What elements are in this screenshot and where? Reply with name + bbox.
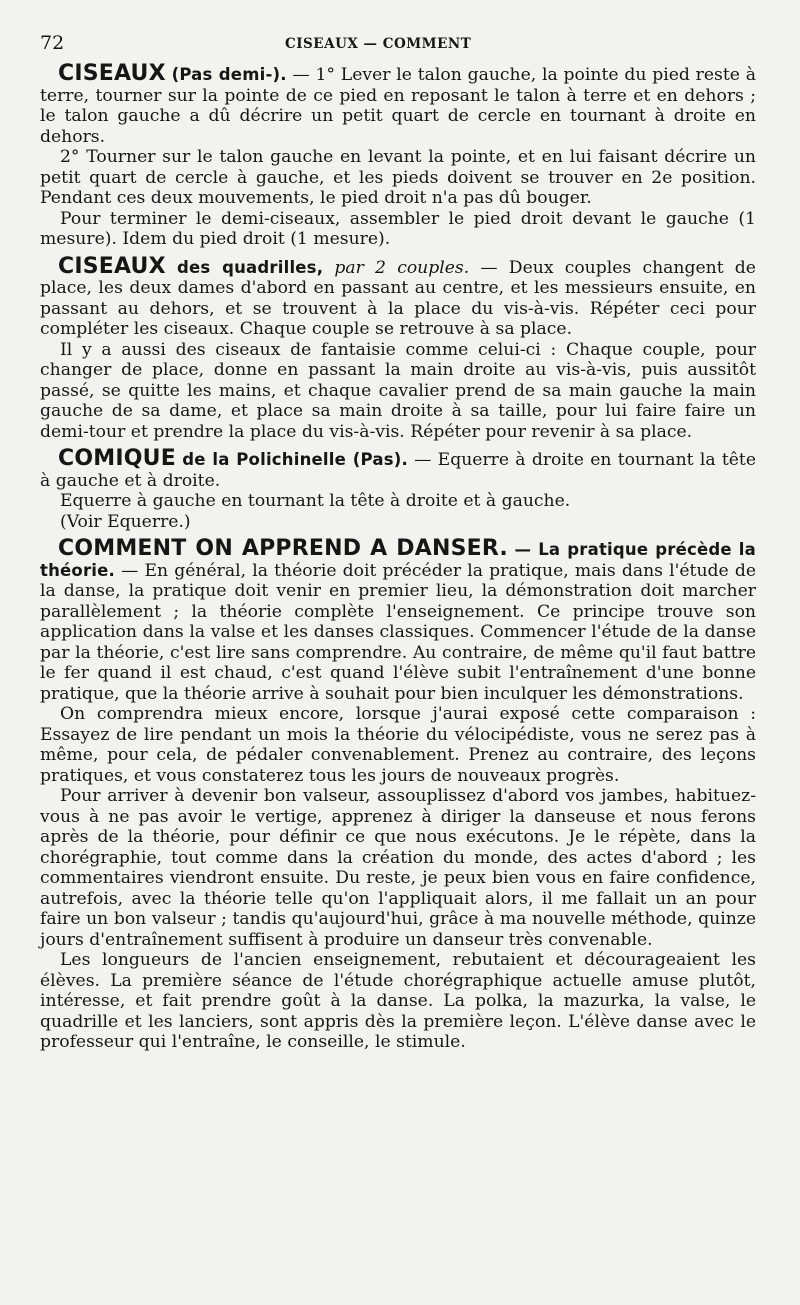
entry-paragraph: 2° Tourner sur le talon gauche en levant la pointe, et en lui faisant décrire un petit quart de cercle à gauche, et les pieds doivent se trouver en 2e position. Pendant ces deux mouvements, le pied droit n'a pas dû bouger. bbox=[40, 147, 756, 208]
entry-text: — En général, la théorie doit précéder la pratique, mais dans l'étude de la danse, la pratique doit venir en premier lieu, la démonstration doit marcher parallèlement ; la théorie complète l'enseignement. Ce principe trouve son application dans la valse et les danses classiques. Commencer l'étude de la danse par la théorie, c'est lire sans comprendre. Au contraire, de même qu'il faut battre le fer quand il est chaud, c'est quand l'élève subit l'entraînement d'une bonne pratique, que la théorie arrive à souhait pour bien inculquer les démonstrations. bbox=[40, 560, 757, 704]
entry-paragraph: Pour terminer le demi-ciseaux, assembler le pied droit devant le gauche (1 mesure). Idem du pied droit (1 mesure). bbox=[40, 208, 756, 249]
entry-paragraph bbox=[40, 61, 756, 147]
article-body bbox=[40, 61, 757, 1053]
entry-subhead: de la Polichinelle (Pas). bbox=[182, 450, 408, 469]
entry-paragraph bbox=[40, 253, 756, 340]
entry-paragraph bbox=[40, 446, 756, 491]
entry-paragraph: (Voir Equerre.) bbox=[60, 511, 191, 532]
entry-paragraph: Pour arriver à devenir bon valseur, assouplissez d'abord vos jambes, habituez-vous à ne pas avoir le vertige, apprenez à diriger la danseuse et nous ferons après de la théorie, pour définir ce que nous exécutons. Je le répète, dans la chorégraphie, tout comme dans la création du monde, des actes d'abord ; les commentaires viendront ensuite. Du reste, je peux bien vous en faire confidence, autrefois, avec la théorie telle qu'on l'appliquait alors, il me fallait un an pour faire un bon valseur ; tandis qu'aujourd'hui, grâce à ma nouvelle méthode, quinze jours d'entraînement suffisent à produire un danseur très convenable. bbox=[40, 786, 756, 950]
entry-ciseaux-quadrilles bbox=[40, 253, 756, 443]
entry-text: — 1° Lever le talon gauche, la pointe du pied reste à terre, tourner sur la pointe de ce pied en reposant le talon à terre et en dehors ; le talon gauche a dû décrire un petit quart de cercle en tournant à droite en dehors. bbox=[40, 65, 756, 147]
entry-ciseaux-demi bbox=[40, 61, 756, 250]
entry-paragraph: Les longueurs de l'ancien enseignement, rebutaient et décourageaient les élèves. La première séance de l'étude chorégraphique actuelle amuse plutôt, intéresse, et fait prendre goût à la danse. La polka, la mazurka, la valse, le quadrille et les lanciers, sont appris dès la première leçon. L'élève danse avec le professeur qui l'entraîne, le conseille, le stimule. bbox=[40, 950, 756, 1052]
entry-heading: COMMENT ON APPREND A DANSER. bbox=[58, 536, 508, 561]
entry-paragraph: On comprendra mieux encore, lorsque j'aurai exposé cette comparaison : Essayez de lire pendant un mois la théorie du vélocipédiste, vous ne serez pas à même, pour cela, de pédaler convenablement. Prenez au contraire, des leçons pratiques, et vous constaterez tous les jours de nouveaux progrès. bbox=[40, 704, 756, 786]
entry-paragraph bbox=[40, 536, 757, 704]
entry-heading: CISEAUX bbox=[58, 61, 166, 86]
entry-text: — Equerre à droite en tournant la tête à gauche et à droite. bbox=[40, 450, 756, 491]
entry-text: — Deux couples changent de place, les deux dames d'abord en passant au centre, et les messieurs ensuite, en passant au dehors, et se trouvent à la place du vis-à-vis. Répéter ceci pour compléter les ciseaux. Chaque couple se retrouve à sa place. bbox=[40, 257, 756, 339]
entry-comique bbox=[40, 446, 756, 532]
entry-subhead: — La pratique précède la théorie. bbox=[40, 540, 757, 580]
entry-paragraph: Il y a aussi des ciseaux de fantaisie comme celui-ci : Chaque couple, pour changer de place, donne en passant la main droite au vis-à-vis, puis aussitôt passé, se quitte les mains, et chaque cavalier prend de sa main gauche la main gauche de sa dame, et place sa main droite à sa taille, pour lui faire faire un demi-tour et prendre la place du vis-à-vis. Répéter pour revenir à sa place. bbox=[40, 339, 756, 442]
page-number: 72 bbox=[40, 32, 65, 54]
entry-subhead: (Pas demi-). bbox=[171, 65, 287, 84]
running-title: CISEAUX — COMMENT bbox=[285, 36, 472, 52]
entry-comment-on-apprend bbox=[40, 536, 757, 1053]
entry-subhead: des quadrilles, bbox=[176, 257, 324, 277]
entry-heading: CISEAUX bbox=[58, 253, 166, 279]
entry-paragraph: Equerre à gauche en tournant la tête à droite et à gauche. bbox=[60, 491, 571, 511]
entry-heading: COMIQUE bbox=[58, 446, 176, 471]
entry-subhead-italic: par 2 couples. bbox=[334, 257, 470, 278]
running-head bbox=[40, 30, 756, 64]
